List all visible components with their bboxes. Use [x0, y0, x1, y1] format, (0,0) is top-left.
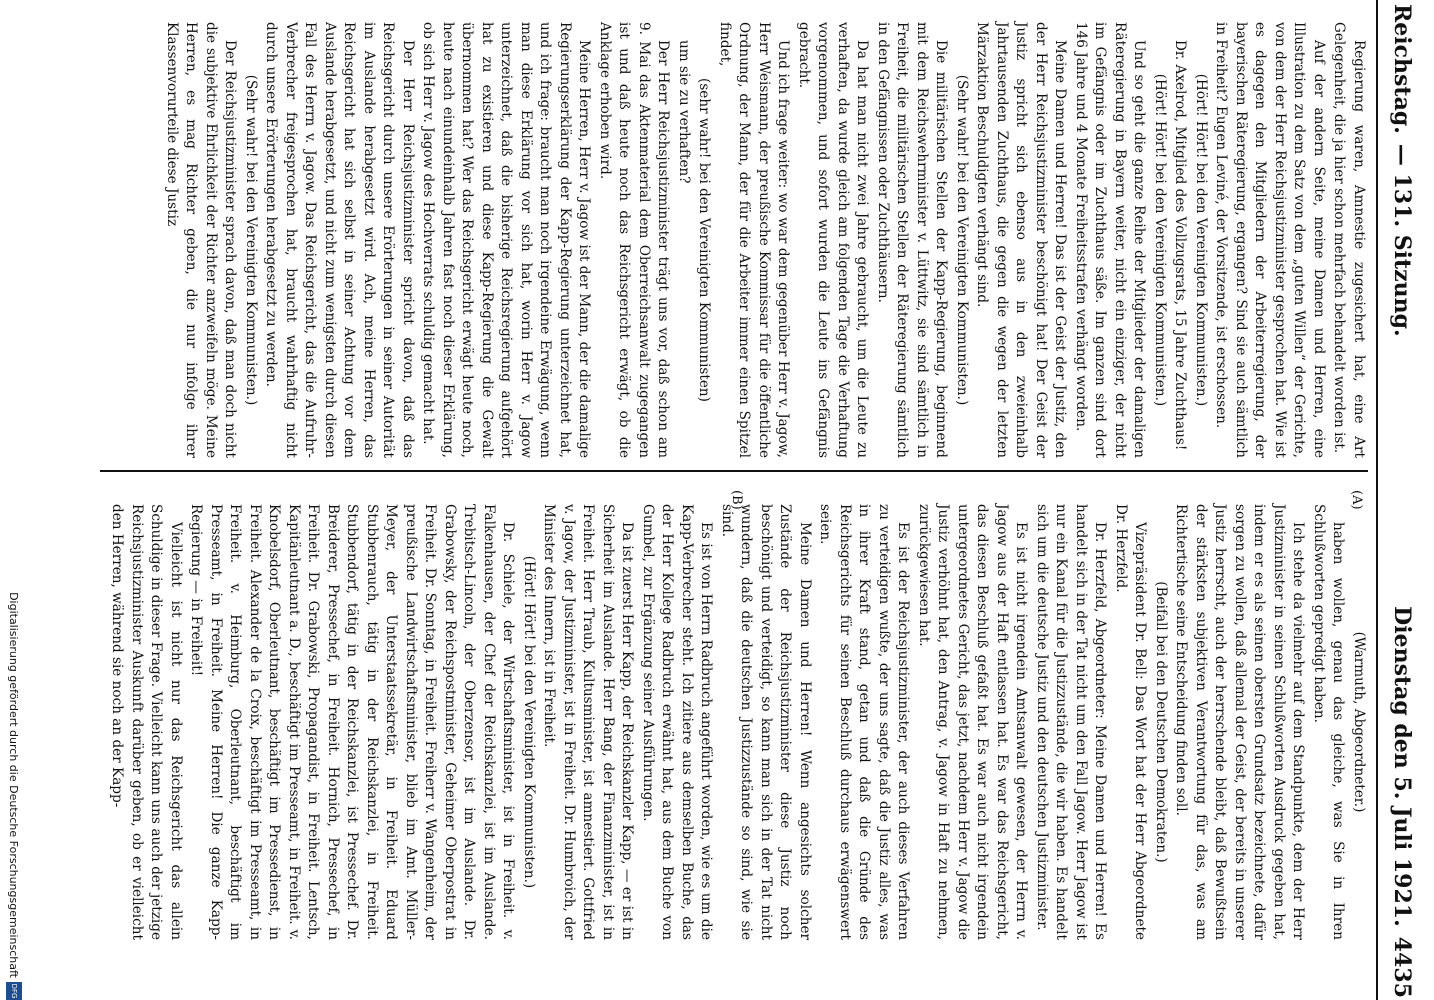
left-column-paragraph: Da ist zuerst Herr Kapp, der Reichskanzler Kapp, — er ist in Sicherheit im Auslande. Herr Bang, der Finanzminister, ist in Freiheit. Herr Traub, Kultusminister, ist amnestiert. Gottfried v. Jagow, der Justizminister, ist in Freiheit. Dr. Humbroich, der Minister des Innern, ist in Freiheit. [541, 504, 636, 940]
right-column-paragraph: Auf der andern Seite, meine Damen und Herren, eine Illustration zu dem Satz von dem „guten Willen“ der Gerichte, von dem der Herr Reichsjustizminister gesprochen hat. Wie ist es dagegen den Mitgliedern der Arbeiterregierung, der bayerischen Räteregierung, ergangen? Sind sie auch sämtlich in Freiheit? Eugen Leviné, der Vorsitzende, ist erschossen. [1213, 22, 1327, 458]
right-column-paragraph: Und ich frage weiter: wo war dem gegenüber Herr v. Jagow, Herr Weismann, der preußische Kommissar für die öffentliche Ordnung, der Mann, der für die Arbeiter immer einen Spitzel findet, [717, 22, 792, 458]
right-column-paragraph: (Sehr wahr! bei den Vereinigten Kommunisten.) [243, 74, 259, 406]
right-column-paragraph: Meine Herren, Herr v. Jagow ist der Mann, der die damalige Regierungserklärung der Kapp-Regierung unterzeichnet hat, und ich frage: braucht man noch irgendeine Erwägung, wenn man diese Erklärung vor sich hat, worin Herr v. Jagow unterzeichnet, daß die bisherige Reichsregierung aufgehört hat zu existieren und diese Kapp-Regierung die Gewalt übernommen hat? Wer das Reichsgericht erwägt heute noch, heute nach einundeinhalb Jahren fast noch dieser Erklärung, ob sich Herr v. Jagow des Hochverrats schuldig gemacht hat. [420, 22, 593, 458]
right-column [100, 8, 1368, 476]
right-column-paragraph: (Sehr wahr! bei den Vereinigten Kommunisten.) [954, 74, 970, 406]
right-column-paragraph: Da hat man nicht zwei Jahre gebraucht, um die Leute zu verhaften, da wurde gleich am folgenden Tage die Verhaftung vorgenommen, und sofort wurden die Leute ins Gefängnis gebracht. [796, 22, 871, 458]
left-column-paragraph: (Hört! Hört! bei den Vereinigten Kommunisten.) [521, 555, 537, 889]
right-column-paragraph: Meine Damen und Herren! Das ist der Geist der Justiz, den der Herr Reichsjustizminister beschönigt hat! Der Geist der Justiz spricht sich ebenso aus in den zweieinhalb Jahrtausenden Zuchthaus, die gegen die wegen der letzten Märzaktion Beschuldigten verhängt sind. [974, 22, 1069, 458]
right-column-paragraph: Regierung waren, Amnestie zugesichert hat, eine Art Gelegenheit, die ja hier schon mehrfach behandelt worden ist. [1331, 22, 1367, 458]
header-session: — 131. Sitzung. [1389, 143, 1415, 337]
footer-credit: Digitalisierung gefördert durch die Deutsche Forschungsgemeinschaft [7, 592, 21, 978]
left-column-paragraph: Es ist nicht irgendein Amtsanwalt gewesen, der Herrn v. Jagow aus der Haft entlassen hat. Es war das Reichsgericht, das diesen Beschluß gefaßt hat. Es war auch nicht irgendein untergeordnetes Gericht, das jetzt, nachdem Herr v. Jagow die Justiz verhöhnt hat, den Antrag, v. Jagow in Haft zu nehmen, zurückgewiesen hat. [916, 504, 1030, 940]
header-page-number: 4435 [1389, 936, 1415, 998]
left-column-paragraph: Meine Damen und Herren! Wenn angesichts solcher Zustände der Reichsjustizminister diese Justiz noch beschönigt und verteidigt, so kann man sich in der Tat nicht wundern, daß die deutschen Justizzustände so sind, wie sie sind. [719, 504, 813, 940]
right-column-paragraph: (Hört! Hört! bei den Vereinigten Kommunisten.) [1152, 73, 1168, 407]
left-column-paragraph: Vizepräsident Dr. Bell: Das Wort hat der Herr Abgeordnete Dr. Herzfeld. [1113, 504, 1149, 940]
dfg-logo-icon: DFG [6, 982, 22, 1000]
right-column-paragraph: (Hört! Hört! bei den Vereinigten Kommunisten.) [1193, 73, 1209, 407]
left-column-paragraph: Vielleicht ist nicht nur das Reichsgericht das allein Schuldige in dieser Frage. Vielleicht kann uns auch der jetzige Reichsjustizminister Auskunft darüber geben, ob er vielleicht den Herren, während sie noch an der Kapp- [109, 504, 184, 940]
left-column-paragraph: Es ist von Herrn Radbruch angeführt worden, wie es um die Kapp-Verbrecher steht. Ich zitiere aus demselben Buche, das der Herr Kollege Radbruch erwähnt hat, aus dem Buche von Gumbel, zur Ergänzung seiner Ausführungen. [640, 504, 715, 940]
right-column-paragraph: (sehr wahr! bei den Vereinigten Kommunisten) [696, 78, 713, 402]
right-column-paragraph: Und so geht die ganze Reihe der Mitglieder der damaligen Räteregierung in Bayern weiter, nicht ein einziger, der nicht im Gefängnis oder im Zuchthaus säße. Im ganzen sind dort 146 Jahre und 4 Monate Freiheitsstrafen verhängt worden. [1073, 22, 1148, 458]
right-column-paragraph: Die militärischen Stellen der Kapp-Regierung, beginnend mit dem Reichswehrminister v. Lüttwitz, sie sind sämtlich in Freiheit, die militärischen Stellen der Räteregierung sämtlich in den Gefängnissen oder Zuchthäusern. [875, 22, 950, 458]
left-column [100, 480, 1368, 948]
page-header [1376, 0, 1426, 1000]
page-footer [4, 0, 24, 1000]
left-column-paragraph: Dr. Schiele, der Wirtschaftsminister, ist in Freiheit. v. Falkenhausen, der Chef der Reichskanzlei, ist im Auslande. Trebitsch-Lincoln, der Oberzensor, ist im Auslande. Dr. Grabowsky, der Reichspostminister, Geheimer Oberpostrat in Freiheit. Dr. Sonntag, in Freiheit. Freiherr v. Wangenheim, der preußische Landwirtschaftsminister, blieb im Amt. Müller-Meyer, der Unterstaatssekretär, in Freiheit. Eduard Stubbenrauch, tätig in der Reichskanzlei, in Freiheit. Stubbendorf, tätig in der Reichskanzlei, ist Pressechef. Dr. Breiderer, Pressechef, in Freiheit. Hornich, Pressechef, in Freiheit. Dr. Grabowski, Propagandist, in Freiheit. Lentsch, Kapitänleutnant a. D., beschäftigt im Presseamt, in Freiheit. v. Knobelsdorf, Oberleutnant, beschäftigt im Pressedienst, in Freiheit. Alexander de la Croix, beschäftigt im Presseamt, in Freiheit. v. Heimburg, Oberleutnant, beschäftigt im Presseamt, in Freiheit. Meine Herren! Die ganze Kapp-Regierung — in Freiheit! [188, 504, 517, 940]
margin-mark-b: (B) [729, 490, 744, 510]
margin-mark-a: (A) [1349, 490, 1364, 510]
left-column-paragraph: Ich stehe da vielmehr auf dem Standpunkte, dem der Herr Justizminister in seinen Schlußworten Ausdruck gegeben hat, indem er es als seinen obersten Grundsatz bezeichnete, dafür sorgen zu wollen, daß allemal der Geist, der bereits in unserer Justiz herrscht, auch der herrschende bleibt, daß Bewußtsein der stärksten subjektiven Verantwortung für das, was am Richtertische seine Entscheidung finden soll. [1173, 504, 1307, 940]
right-column-paragraph: Der Herr Reichsjustizminister spricht davon, daß das Reichsgericht durch unsere Erörterungen in seiner Autorität im Auslande herabgesetzt wird. Ach, meine Herren, das Reichsgericht hat sich selbst in seiner Achtung vor dem Auslande herabgesetzt, und nicht zum wenigsten durch diesen Fall des Herrn v. Jagow. Das Reichsgericht, das die Aufruhr-Verbrecher freigesprochen hat, braucht wahrhaftig nicht durch unsere Erörterungen herabgesetzt zu werden. [263, 22, 416, 458]
left-column-paragraph: Dr. Herzfeld, Abgeordneter: Meine Damen und Herren! Es handelt sich in der Tat nicht um den Fall Jagow. Herr Jagow ist nur ein Kanal für die Justizzustände, die wir haben. Es handelt sich um die deutsche Justiz und den deutschen Justizminister. [1034, 504, 1109, 940]
right-column-paragraph: Der Reichsjustizminister sprach davon, daß man doch nicht die subjektive Ehrlichkeit der Richter anzweifeln möge. Meine Herren, es mag Richter geben, die nur infolge ihrer Klassenvorurteile diese Justiz [164, 22, 239, 458]
left-column-paragraph: (Beifall bei den Deutschen Demokraten.) [1153, 581, 1169, 863]
header-date: Dienstag den 5. Juli 1921. [1389, 606, 1415, 927]
right-column-paragraph: um sie zu verhaften? [676, 40, 692, 184]
right-column-paragraph: Der Herr Reichsjustizminister trägt uns vor, daß schon am 9. Mai das Aktenmaterial dem Oberreichsanwalt zugegangen ist und daß heute noch das Reichsgericht erwägt, ob die Anklage erhoben wird. [597, 22, 672, 458]
left-column-paragraph: (Warmuth, Abgeordneter.) [1351, 631, 1367, 813]
left-column-paragraph: Es ist der Reichsjustizminister, der auch dieses Verfahren zu verteidigen wußte, der uns sagte, daß die Justiz alles, was in ihrer Kraft stand, getan und daß die Gründe des Reichsgerichts für seinen Beschluß durchaus erwägenswert seien. [817, 504, 912, 940]
right-column-paragraph: Dr. Axelrod, Mitglied des Vollzugsrats, 15 Jahre Zuchthaus! [1172, 40, 1189, 451]
header-section: Reichstag. [1389, 4, 1415, 134]
left-column-paragraph: haben wollen, genau das gleiche, was Sie in Ihren Schlußworten gepredigt haben. [1311, 504, 1347, 940]
